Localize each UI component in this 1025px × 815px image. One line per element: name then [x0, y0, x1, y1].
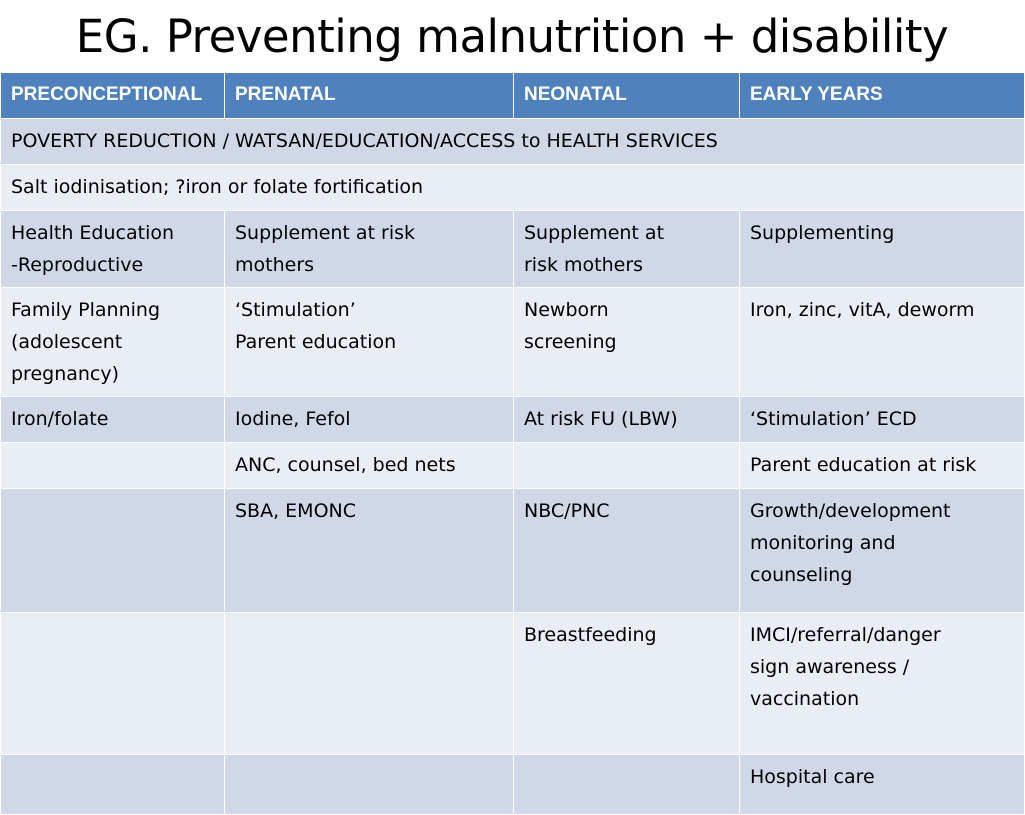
table-cell [225, 755, 514, 815]
table-cell [740, 211, 1025, 288]
cell-text: Family Planning (adolescent pregnancy) [11, 299, 161, 385]
table-cell [1, 489, 225, 613]
table-cell [1, 211, 225, 288]
intervention-table [0, 72, 1025, 815]
table-cell [514, 443, 740, 489]
table-row [1, 443, 1025, 489]
table-cell [1, 755, 225, 815]
table-row [1, 755, 1025, 815]
table-cell [1, 397, 225, 443]
table-cell [225, 211, 514, 288]
cell-text: NBC/PNC [524, 500, 610, 522]
banner-cell: POVERTY REDUCTION / WATSAN/EDUCATION/ACCESS to HEALTH SERVICES [1, 119, 1025, 165]
cell-text: Newborn screening [524, 299, 617, 353]
cell-text: Breastfeeding [524, 624, 657, 646]
cell-text: Hospital care [750, 766, 875, 788]
table-cell [514, 211, 740, 288]
table-cell [514, 288, 740, 397]
header-prenatal: PRENATAL [225, 73, 514, 119]
table-cell [514, 755, 740, 815]
table-cell [514, 397, 740, 443]
cell-text: IMCI/referral/danger sign awareness / vaccination [750, 624, 941, 710]
table-header-row [1, 73, 1025, 119]
table-row [1, 211, 1025, 288]
table-cell [1, 613, 225, 755]
table-cell [514, 489, 740, 613]
table-row [1, 613, 1025, 755]
cell-text: Iodine, Fefol [235, 408, 351, 430]
cell-text: Supplementing [750, 222, 895, 244]
table-row [1, 489, 1025, 613]
table-cell [225, 489, 514, 613]
header-early-years: EARLY YEARS [740, 73, 1025, 119]
cell-text: Health Education -Reproductive [11, 222, 175, 276]
header-neonatal: NEONATAL [514, 73, 740, 119]
table-cell [1, 288, 225, 397]
cell-text: Iron, zinc, vitA, deworm [750, 299, 975, 321]
table-cell [225, 288, 514, 397]
table-cell [225, 443, 514, 489]
cell-text: ‘Stimulation’ ECD [750, 408, 917, 430]
cell-text: ‘Stimulation’ Parent education [235, 299, 397, 353]
table-cell [740, 613, 1025, 755]
table-row [1, 397, 1025, 443]
table-cell [740, 288, 1025, 397]
banner-cell: Salt iodinisation; ?iron or folate fortification [1, 165, 1025, 211]
cell-text: ANC, counsel, bed nets [235, 454, 456, 476]
slide-title: EG. Preventing malnutrition + disability [75, 10, 949, 63]
table-cell [514, 613, 740, 755]
table-cell [225, 397, 514, 443]
table-cell [1, 443, 225, 489]
table-row [1, 288, 1025, 397]
cell-text: Supplement at risk mothers [235, 222, 416, 276]
header-preconceptional: PRECONCEPTIONAL [1, 73, 225, 119]
table-cell [740, 755, 1025, 815]
table-cell [225, 613, 514, 755]
table-cell [740, 489, 1025, 613]
banner-row [1, 165, 1025, 211]
cell-text: At risk FU (LBW) [524, 408, 678, 430]
table-cell [740, 397, 1025, 443]
cell-text: SBA, EMONC [235, 500, 357, 522]
cell-text: Supplement at risk mothers [524, 222, 665, 276]
cell-text: Parent education at risk [750, 454, 977, 476]
table-cell [740, 443, 1025, 489]
banner-row [1, 119, 1025, 165]
cell-text: Growth/development monitoring and counseling [750, 500, 951, 586]
cell-text: Iron/folate [11, 408, 109, 430]
